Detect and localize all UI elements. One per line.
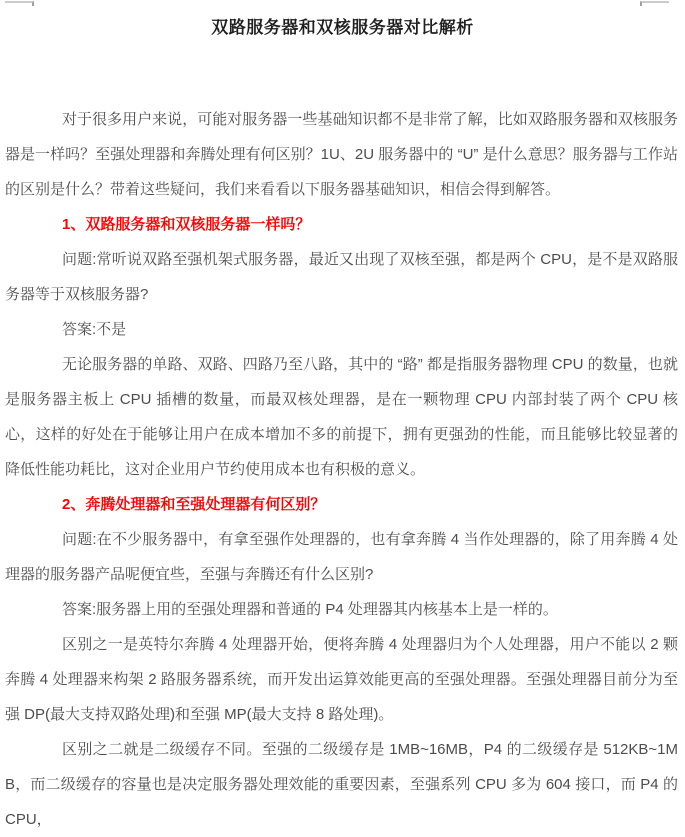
crop-mark-top-left-icon bbox=[5, 1, 34, 6]
paragraph-diff-1: 区别之一是英特尔奔腾 4 处理器开始，便将奔腾 4 处理器归为个人处理器，用户不能以 2 颗奔腾 4 处理器来构架 2 路服务器系统，而开发出运算效能更高的至强处理器。至强处理器目前分为至强 DP(最大支持双路处理)和至强 MP(最大支持 8 路处理)。 bbox=[5, 636, 678, 723]
paragraph-answer-1: 答案:不是 bbox=[62, 321, 127, 338]
section-heading-2: 2、奔腾处理器和至强处理器有何区别？ bbox=[62, 496, 326, 513]
paragraph-question-2: 问题:在不少服务器中，有拿至强作处理器的，也有拿奔腾 4 当作处理器的，除了用奔腾 4 处理器的服务器产品呢便宜些，至强与奔腾还有什么区别? bbox=[5, 531, 678, 583]
paragraph-question-1: 问题:常听说双路至强机架式服务器，最近又出现了双核至强，都是两个 CPU，是不是双路服务器等于双核服务器? bbox=[5, 251, 678, 303]
document-title: 双路服务器和双核服务器对比解析 bbox=[211, 18, 474, 37]
paragraph-diff-2: 区别之二就是二级缓存不同。至强的二级缓存是 1MB~16MB，P4 的二级缓存是 512KB~1MB，而二级缓存的容量也是决定服务器处理效能的重要因素，至强系列 CPU 多为 604 接口，而 P4 的 CPU， bbox=[5, 741, 678, 828]
paragraph-explain-1: 无论服务器的单路、双路、四路乃至八路，其中的 “路” 都是指服务器物理 CPU 的数量，也就是服务器主板上 CPU 插槽的数量，而最双核处理器，是在一颗物理 CPU 内部封装了两个 CPU 核心，这样的好处在于能够让用户在成本增加不多的前提下，拥有更强劲的性能，而且能够比较显著的降低性能功耗比，这对企业用户节约使用成本也有积极的意义。 bbox=[5, 356, 678, 478]
crop-mark-top-right-icon bbox=[640, 1, 669, 6]
section-heading-1: 1、双路服务器和双核服务器一样吗？ bbox=[62, 216, 311, 233]
paragraph-intro: 对于很多用户来说，可能对服务器一些基础知识都不是非常了解，比如双路服务器和双核服务器是一样吗？至强处理器和奔腾处理有何区别？1U、2U 服务器中的 “U” 是什么意思？服务器与工作站的区别是什么？带着这些疑问，我们来看看以下服务器基础知识，相信会得到解答。 bbox=[5, 111, 678, 198]
paragraph-answer-2: 答案:服务器上用的至强处理器和普通的 P4 处理器其内核基本上是一样的。 bbox=[62, 601, 558, 618]
document-body bbox=[0, 40, 685, 837]
